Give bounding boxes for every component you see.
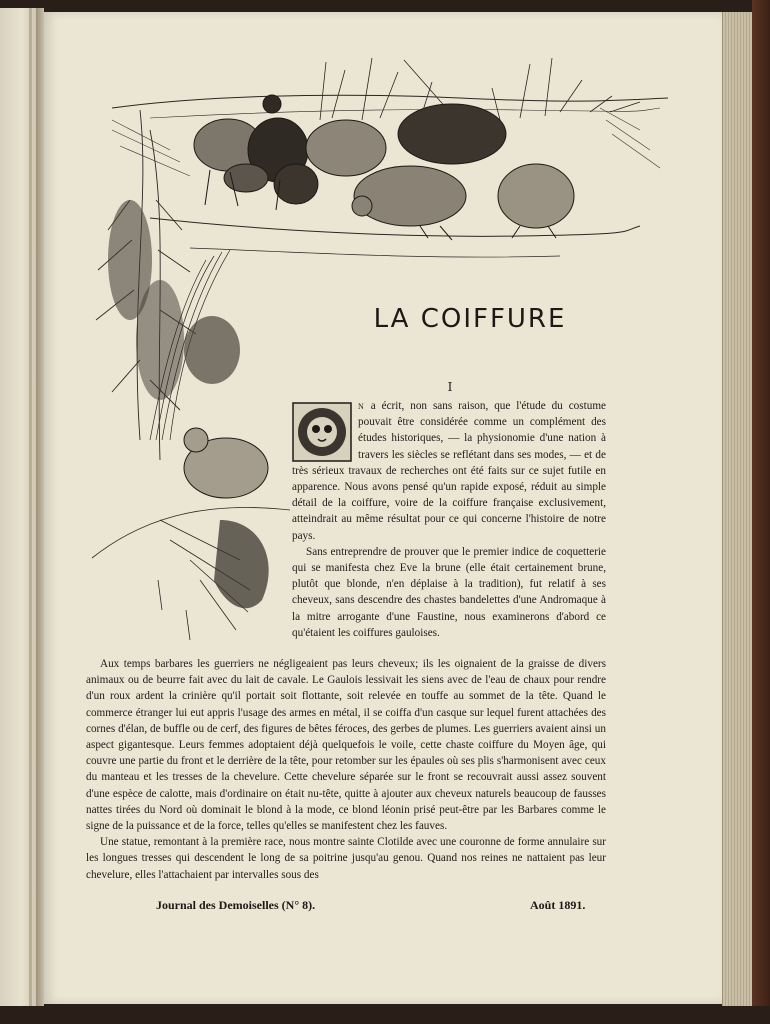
paragraph-gaulois: Aux temps barbares les guerriers ne négligeaient pas leurs cheveux; ils les oignaient de la graisse de divers animaux ou de beurre fait avec du lait de cavale. Le Gaulois lessivait les siens avec de l'eau de chaux pour rendre d'un roux ardent la crinière qu'il portait soit flottante, soit relevée en touffe au sommet de la tête. Quand le commerce étranger lui eut appris l'usage des armes en métal, il se coiffa d'un casque sur lequel furent attachées des cornes d'élan, de buffle ou de cerf, des figures de bêtes féroces, des gerbes de plumes. Les guerriers avaient ainsi un aspect gigantesque. Leurs femmes adoptaient déjà quelquefois le voile, cette chaste coiffure du Moyen âge, qui couvre une partie du front et le derrière de la tête, pour retomber sur les épaules où ses plis s'harmonisent avec ceux du manteau et les tresses de la chevelure. Cette chevelure séparée sur le front se recouvrait aussi assez souvent d'une espèce de calotte, mais d'ordinaire on était nu-tête, quitte à ajouter aux cheveux naturels beaucoup de fausses nattes tirées du Nord où dominait le blond à la mode, ce blond léonin prisé peut-être par les Barbares comme le signe de la puissance et de la force, telles qu'elles se manifestent chez les fauves.	[86, 658, 606, 833]
paragraph-intro-text: a écrit, non sans raison, que l'étude du costume pouvait être considérée comme un complément des études historiques, — la physionomie d'une nation à travers les siècles se reflétant dans ses modes, — et de très sérieux travaux de recherches ont été faits sur ce sujet futile en apparence. Nous avons pensé qu'un rapide exposé, réduit au simple détail de la coiffure, voire de la coiffure française exclusivement, atteindrait au même résultat pour ce qui concerne l'histoire de notre pays.	[292, 400, 606, 542]
article-body-column	[86, 656, 606, 883]
article-title: LA COIFFURE	[373, 304, 567, 334]
article-intro-column	[292, 398, 606, 641]
paragraph-clotilde: Une statue, remontant à la première race, nous montre sainte Clotilde avec une couronne de forme annulaire sur les longues tresses qui descendent le long de sa poitrine jusqu'au genou. Quand nos reines ne nattaient pas leur chevelure, elles l'attachaient par intervalles sous des	[86, 836, 606, 881]
section-number: I	[447, 380, 453, 394]
ornate-drop-cap-o-icon	[292, 402, 352, 462]
book-bottom-edge	[0, 1006, 770, 1024]
first-word-rest: n	[358, 400, 365, 412]
paragraph-eve: Sans entreprendre de prouver que le premier indice de coquetterie qui se manifesta chez Eve la brune (elle était certainement brune, plutôt que blonde, n'en déplaise à la tradition), fut relatif à ses cheveux, sans descendre des chastes bandelettes d'une Andromaque à la mitre arrogante d'une Faustine, nous examinerons d'abord ce qu'étaient les coiffures gauloises.	[292, 545, 606, 639]
footer-date: Août 1891.	[530, 898, 586, 912]
footer-journal: Journal des Demoiselles (N° 8).	[156, 898, 316, 912]
